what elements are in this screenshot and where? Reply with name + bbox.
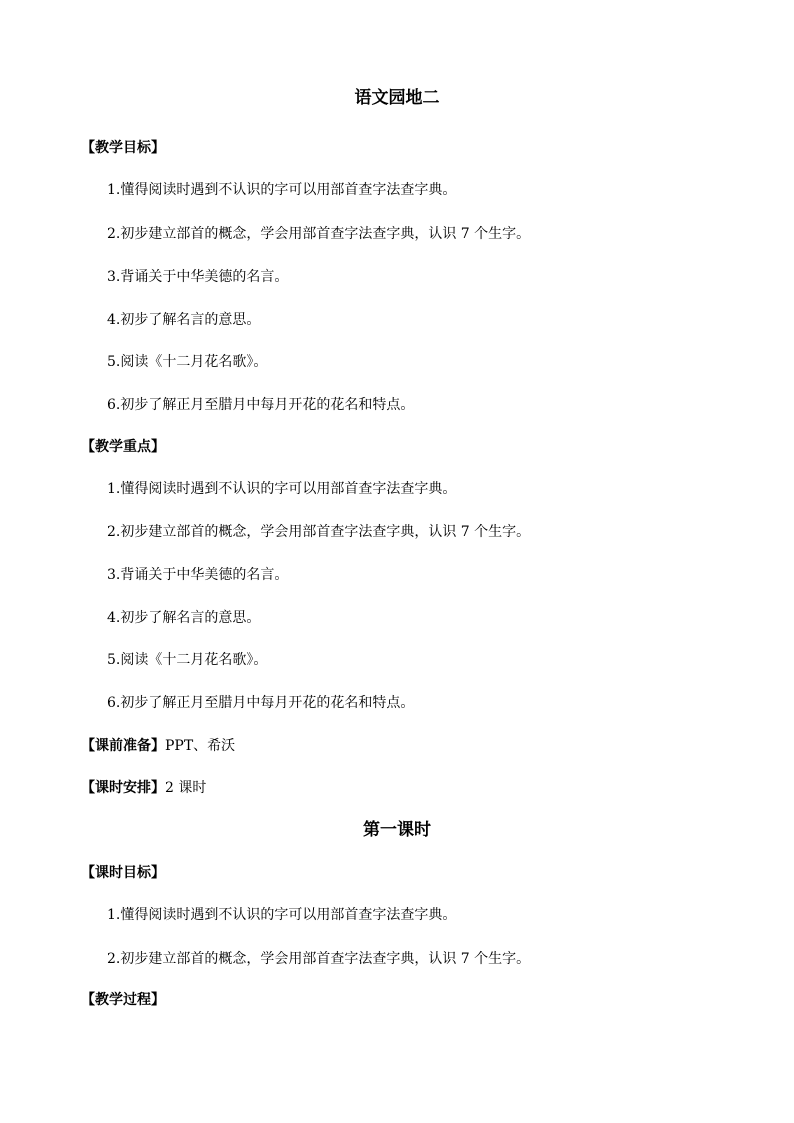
teaching-goals-heading: 【教学目标】 <box>81 140 165 156</box>
lesson-goal-item: 1.懂得阅读时遇到不认识的字可以用部首查字法查字典。 <box>107 907 457 923</box>
lesson-goals-heading: 【课时目标】 <box>81 865 165 881</box>
teaching-focus-item: 3.背诵关于中华美德的名言。 <box>107 567 289 583</box>
teaching-focus-heading: 【教学重点】 <box>81 439 165 455</box>
teaching-goal-item: 4.初步了解名言的意思。 <box>107 312 261 328</box>
schedule-value: 2 课时 <box>165 780 207 796</box>
lesson-one-title: 第一课时 <box>363 820 431 840</box>
teaching-focus-item: 4.初步了解名言的意思。 <box>107 610 261 626</box>
preparation-line <box>81 737 235 755</box>
lesson-goal-item: 2.初步建立部首的概念，学会用部首查字法查字典，认识 7 个生字。 <box>107 951 531 967</box>
preparation-label: 【课前准备】 <box>81 738 165 754</box>
teaching-process-heading: 【教学过程】 <box>81 992 165 1008</box>
schedule-label: 【课时安排】 <box>81 780 165 796</box>
schedule-line <box>81 779 206 797</box>
teaching-focus-item: 5.阅读《十二月花名歌》。 <box>107 652 268 668</box>
teaching-goal-item: 1.懂得阅读时遇到不认识的字可以用部首查字法查字典。 <box>107 182 457 198</box>
preparation-value: PPT、希沃 <box>165 738 236 754</box>
teaching-goal-item: 5.阅读《十二月花名歌》。 <box>107 354 268 370</box>
teaching-goal-item: 6.初步了解正月至腊月中每月开花的花名和特点。 <box>107 397 415 413</box>
teaching-focus-item: 2.初步建立部首的概念，学会用部首查字法查字典，认识 7 个生字。 <box>107 524 531 540</box>
teaching-focus-item: 6.初步了解正月至腊月中每月开花的花名和特点。 <box>107 695 415 711</box>
teaching-focus-item: 1.懂得阅读时遇到不认识的字可以用部首查字法查字典。 <box>107 481 457 497</box>
document-title: 语文园地二 <box>354 88 440 108</box>
teaching-goal-item: 2.初步建立部首的概念，学会用部首查字法查字典，认识 7 个生字。 <box>107 226 531 242</box>
teaching-goal-item: 3.背诵关于中华美德的名言。 <box>107 269 289 285</box>
